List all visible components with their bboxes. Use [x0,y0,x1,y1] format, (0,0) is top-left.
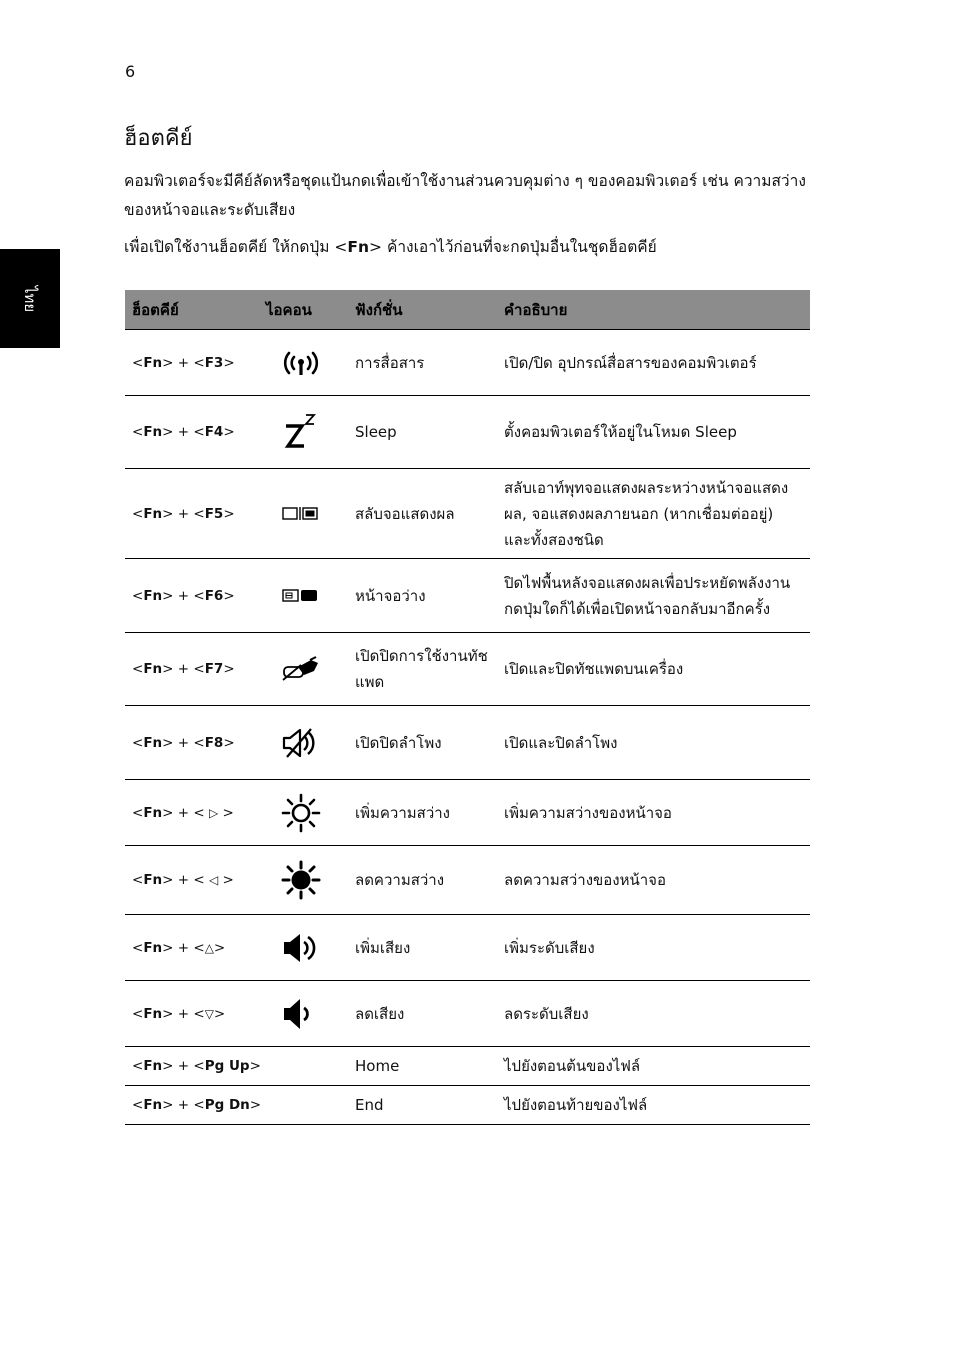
plus-sign: + [177,354,190,371]
instruction-text-end: > ค้างเอาไว้ก่อนที่จะกดปุ่มอื่นในชุดฮ็อตคีย์ [369,238,657,256]
header-icon: ไอคอน [259,290,348,330]
function-cell: ลดเสียง [348,981,497,1047]
fn-key: Fn [143,804,163,821]
icon-cell [259,780,348,846]
function-cell: เปิดปิดการใช้งานทัชแพด [348,633,497,706]
table-row [125,633,810,706]
brightness-up-icon [281,793,321,833]
description-cell: เปิดและปิดทัชแพดบนเครื่อง [497,633,810,706]
table-row [125,915,810,981]
arrow-right-key: ▷ [208,805,219,820]
icon-cell [259,1047,348,1086]
instruction-paragraph [124,233,814,262]
table-row [125,396,810,469]
function-key: F8 [204,734,224,751]
hotkey-table [125,290,810,1125]
header-hotkey: ฮ็อตคีย์ [125,290,259,330]
description-cell: ลดความสว่างของหน้าจอ [497,846,810,915]
hotkey-cell: <Fn> + <F8> [125,706,259,780]
icon-cell [259,396,348,469]
plus-sign: + [177,939,190,956]
table-row [125,1047,810,1086]
volume-up-icon [281,932,321,964]
function-cell: สลับจอแสดงผล [348,469,497,559]
instruction-fn-key: Fn [347,238,370,256]
plus-sign: + [177,1097,190,1113]
arrow-up-key: △ [204,940,214,955]
page-up-key: Pg Up [204,1058,250,1074]
function-cell: Home [348,1047,497,1086]
table-row [125,846,810,915]
section-title: ฮ็อตคีย์ [124,126,193,151]
display-toggle-icon [281,506,321,522]
hotkey-cell: <Fn> + < ▷ > [125,780,259,846]
instruction-text-start: เพื่อเปิดใช้งานฮ็อตคีย์ ให้กดปุ่ม < [124,238,348,256]
plus-sign: + [177,872,190,888]
sleep-icon [281,412,321,452]
table-header-row [125,290,810,330]
table-row [125,780,810,846]
icon-cell [259,846,348,915]
fn-key: Fn [143,734,163,751]
brightness-down-icon [281,860,321,900]
icon-cell [259,1086,348,1125]
plus-sign: + [177,587,190,604]
function-key: F3 [204,354,224,371]
table-row [125,981,810,1047]
language-side-tab [0,249,60,348]
icon-cell [259,706,348,780]
function-key: F7 [204,661,224,677]
function-cell: เพิ่มเสียง [348,915,497,981]
description-cell: เพิ่มความสว่างของหน้าจอ [497,780,810,846]
hotkey-cell: <Fn> + <F7> [125,633,259,706]
table-row [125,706,810,780]
screen-blank-icon [281,588,321,604]
description-cell: เพิ่มระดับเสียง [497,915,810,981]
table-row [125,559,810,633]
function-key: F5 [204,505,224,522]
fn-key: Fn [143,1058,163,1074]
icon-cell [259,981,348,1047]
language-label: ไทย [21,285,39,312]
header-function: ฟังก์ชั่น [348,290,497,330]
wireless-icon [281,348,321,378]
table-row [125,330,810,396]
function-cell: เปิดปิดลำโพง [348,706,497,780]
function-cell: ลดความสว่าง [348,846,497,915]
fn-key: Fn [143,424,163,440]
function-cell: End [348,1086,497,1125]
icon-cell [259,469,348,559]
page-number: 6 [125,62,136,81]
hotkey-cell: <Fn> + <F5> [125,469,259,559]
hotkey-cell: <Fn> + <▽> [125,981,259,1047]
description-cell: เปิดและปิดลำโพง [497,706,810,780]
function-key: F6 [204,587,224,604]
icon-cell [259,330,348,396]
plus-sign: + [177,505,190,522]
plus-sign: + [177,1058,190,1074]
volume-down-icon [281,996,321,1032]
header-description: คำอธิบาย [497,290,810,330]
table-row [125,1086,810,1125]
icon-cell [259,915,348,981]
function-cell: การสื่อสาร [348,330,497,396]
description-cell: ไปยังตอนท้ายของไฟล์ [497,1086,810,1125]
plus-sign: + [177,1005,190,1022]
description-cell: เปิด/ปิด อุปกรณ์สื่อสารของคอมพิวเตอร์ [497,330,810,396]
icon-cell [259,559,348,633]
hotkey-cell: <Fn> + < ◁ > [125,846,259,915]
function-cell: เพิ่มความสว่าง [348,780,497,846]
fn-key: Fn [143,939,163,956]
plus-sign: + [177,734,190,751]
description-cell: ไปยังตอนต้นของไฟล์ [497,1047,810,1086]
description-cell: สลับเอาท์พุทจอแสดงผลระหว่างหน้าจอแสดงผล, จอแสดงผลภายนอก (หากเชื่อมต่ออยู่) และทั้งสองชนิด [497,469,810,559]
fn-key: Fn [143,505,163,522]
page-down-key: Pg Dn [204,1097,250,1113]
table-row [125,469,810,559]
hotkey-cell: <Fn> + <F4> [125,396,259,469]
icon-cell [259,633,348,706]
plus-sign: + [177,424,190,440]
hotkey-cell: <Fn> + <Pg Up> [125,1047,259,1086]
plus-sign: + [177,804,190,821]
arrow-left-key: ◁ [208,873,219,887]
plus-sign: + [177,661,190,677]
description-cell: ปิดไฟพื้นหลังจอแสดงผลเพื่อประหยัดพลังงาน กดปุ่มใดก็ได้เพื่อเปิดหน้าจอกลับมาอีกครั้ง [497,559,810,633]
hotkey-cell: <Fn> + <△> [125,915,259,981]
function-cell: Sleep [348,396,497,469]
description-cell: ลดระดับเสียง [497,981,810,1047]
hotkey-cell: <Fn> + <F3> [125,330,259,396]
hotkey-cell: <Fn> + <F6> [125,559,259,633]
fn-key: Fn [143,661,163,677]
arrow-down-key: ▽ [204,1006,214,1021]
fn-key: Fn [143,587,163,604]
fn-key: Fn [143,1005,163,1022]
fn-key: Fn [143,872,163,888]
fn-key: Fn [143,1097,163,1113]
speaker-toggle-icon [281,727,321,759]
intro-paragraph: คอมพิวเตอร์จะมีคีย์ลัดหรือชุดแป้นกดเพื่อเข้าใช้งานส่วนควบคุมต่าง ๆ ของคอมพิวเตอร์ เช่น ความสว่างของหน้าจอและระดับเสียง [124,172,806,219]
touchpad-toggle-icon [281,656,321,682]
description-cell: ตั้งคอมพิวเตอร์ให้อยู่ในโหมด Sleep [497,396,810,469]
function-key: F4 [204,424,224,440]
function-cell: หน้าจอว่าง [348,559,497,633]
fn-key: Fn [143,354,163,371]
hotkey-cell: <Fn> + <Pg Dn> [125,1086,259,1125]
